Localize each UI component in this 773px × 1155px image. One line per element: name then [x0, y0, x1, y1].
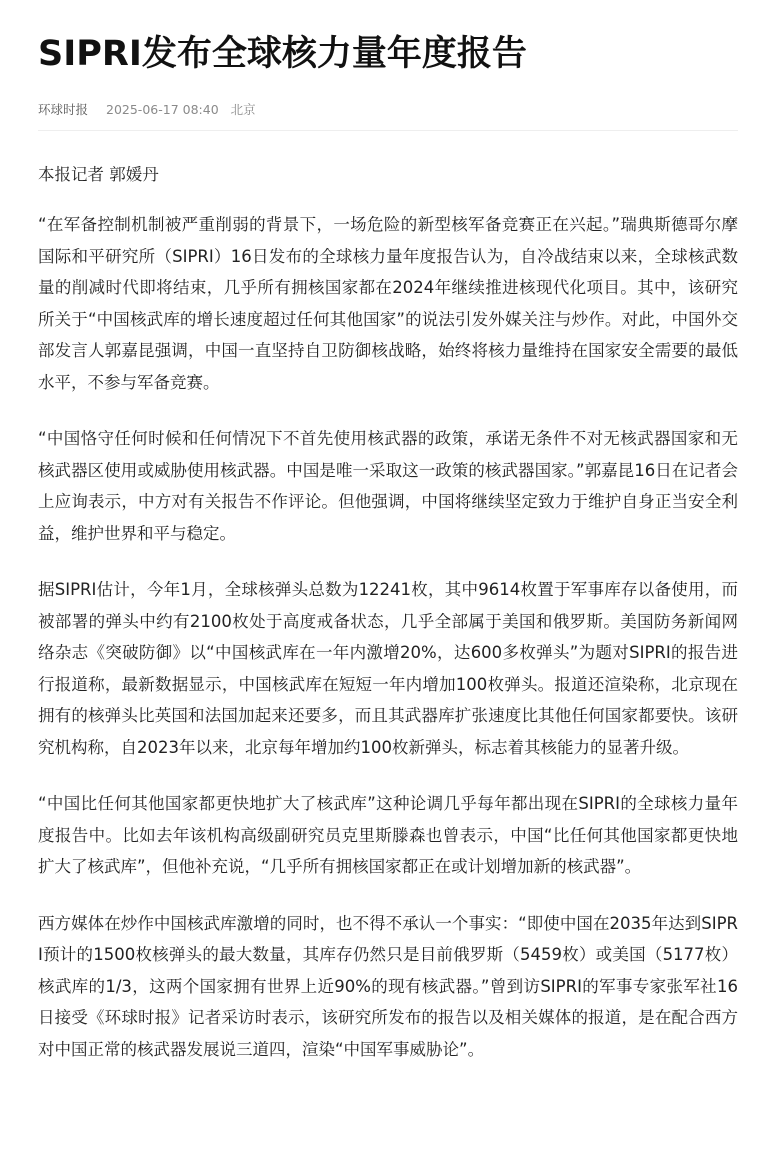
article-byline: 本报记者 郭媛丹 [38, 165, 159, 184]
article-paragraph: “中国比任何其他国家都更快地扩大了核武库”这种论调几乎每年都出现在SIPRI的全球核力量年度报告中。比如去年该机构高级副研究员克里斯滕森也曾表示，中国“比任何其他国家都更快地扩大了核武库”，但他补充说，“几乎所有拥核国家都正在或计划增加新的核武器”。 [38, 794, 738, 876]
article-title: SIPRI发布全球核力量年度报告 [38, 34, 527, 74]
article-body [38, 209, 738, 1065]
article-paragraph: “中国恪守任何时候和任何情况下不首先使用核武器的政策，承诺无条件不对无核武器国家和无核武器区使用或威胁使用核武器。中国是唯一采取这一政策的核武器国家。”郭嘉昆16日在记者会上应询表示，中方对有关报告不作评论。但他强调，中国将继续坚定致力于维护自身正当安全利益，维护世界和平与稳定。 [38, 429, 738, 543]
meta-divider [38, 130, 738, 131]
article-meta [38, 100, 737, 120]
article-paragraph: 据SIPRI估计，今年1月，全球核弹头总数为12241枚，其中9614枚置于军事库存以备使用，而被部署的弹头中约有2100枚处于高度戒备状态，几乎全部属于美国和俄罗斯。美国防务新闻网络杂志《突破防御》以“中国核武库在一年内激增20%，达600多枚弹头”为题对SIPRI的报告进行报道称，最新数据显示，中国核武库在短短一年内增加100枚弹头。报道还渲染称，北京现在拥有的核弹头比英国和法国加起来还要多，而且其武器库扩张速度比其他任何国家都要快。该研究机构称，自2023年以来，北京每年增加约100枚新弹头，标志着其核能力的显著升级。 [38, 580, 738, 757]
article-paragraph: 西方媒体在炒作中国核武库激增的同时，也不得不承认一个事实：“即使中国在2035年达到SIPRI预计的1500枚核弹头的最大数量，其库存仍然只是目前俄罗斯（5459枚）或美国（5177枚）核武库的1/3，这两个国家拥有世界上近90%的现有核武器。”曾到访SIPRI的军事专家张军社16日接受《环球时报》记者采访时表示，该研究所发布的报告以及相关媒体的报道，是在配合西方对中国正常的核武器发展说三道四，渲染“中国军事威胁论”。 [38, 913, 738, 1059]
article-source[interactable]: 环球时报 [38, 102, 89, 117]
article-location: 北京 [230, 102, 256, 117]
article-datetime: 2025-06-17 08:40 [106, 102, 219, 117]
article-paragraph: “在军备控制机制被严重削弱的背景下，一场危险的新型核军备竞赛正在兴起。”瑞典斯德哥尔摩国际和平研究所（SIPRI）16日发布的全球核力量年度报告认为，自冷战结束以来，全球核武数量的削减时代即将结束，几乎所有拥核国家都在2024年继续推进核现代化项目。其中，该研究所关于“中国核武库的增长速度超过任何其他国家”的说法引发外媒关注与炒作。对此，中国外交部发言人郭嘉昆强调，中国一直坚持自卫防御核战略，始终将核力量维持在国家安全需要的最低水平，不参与军备竞赛。 [38, 215, 738, 392]
